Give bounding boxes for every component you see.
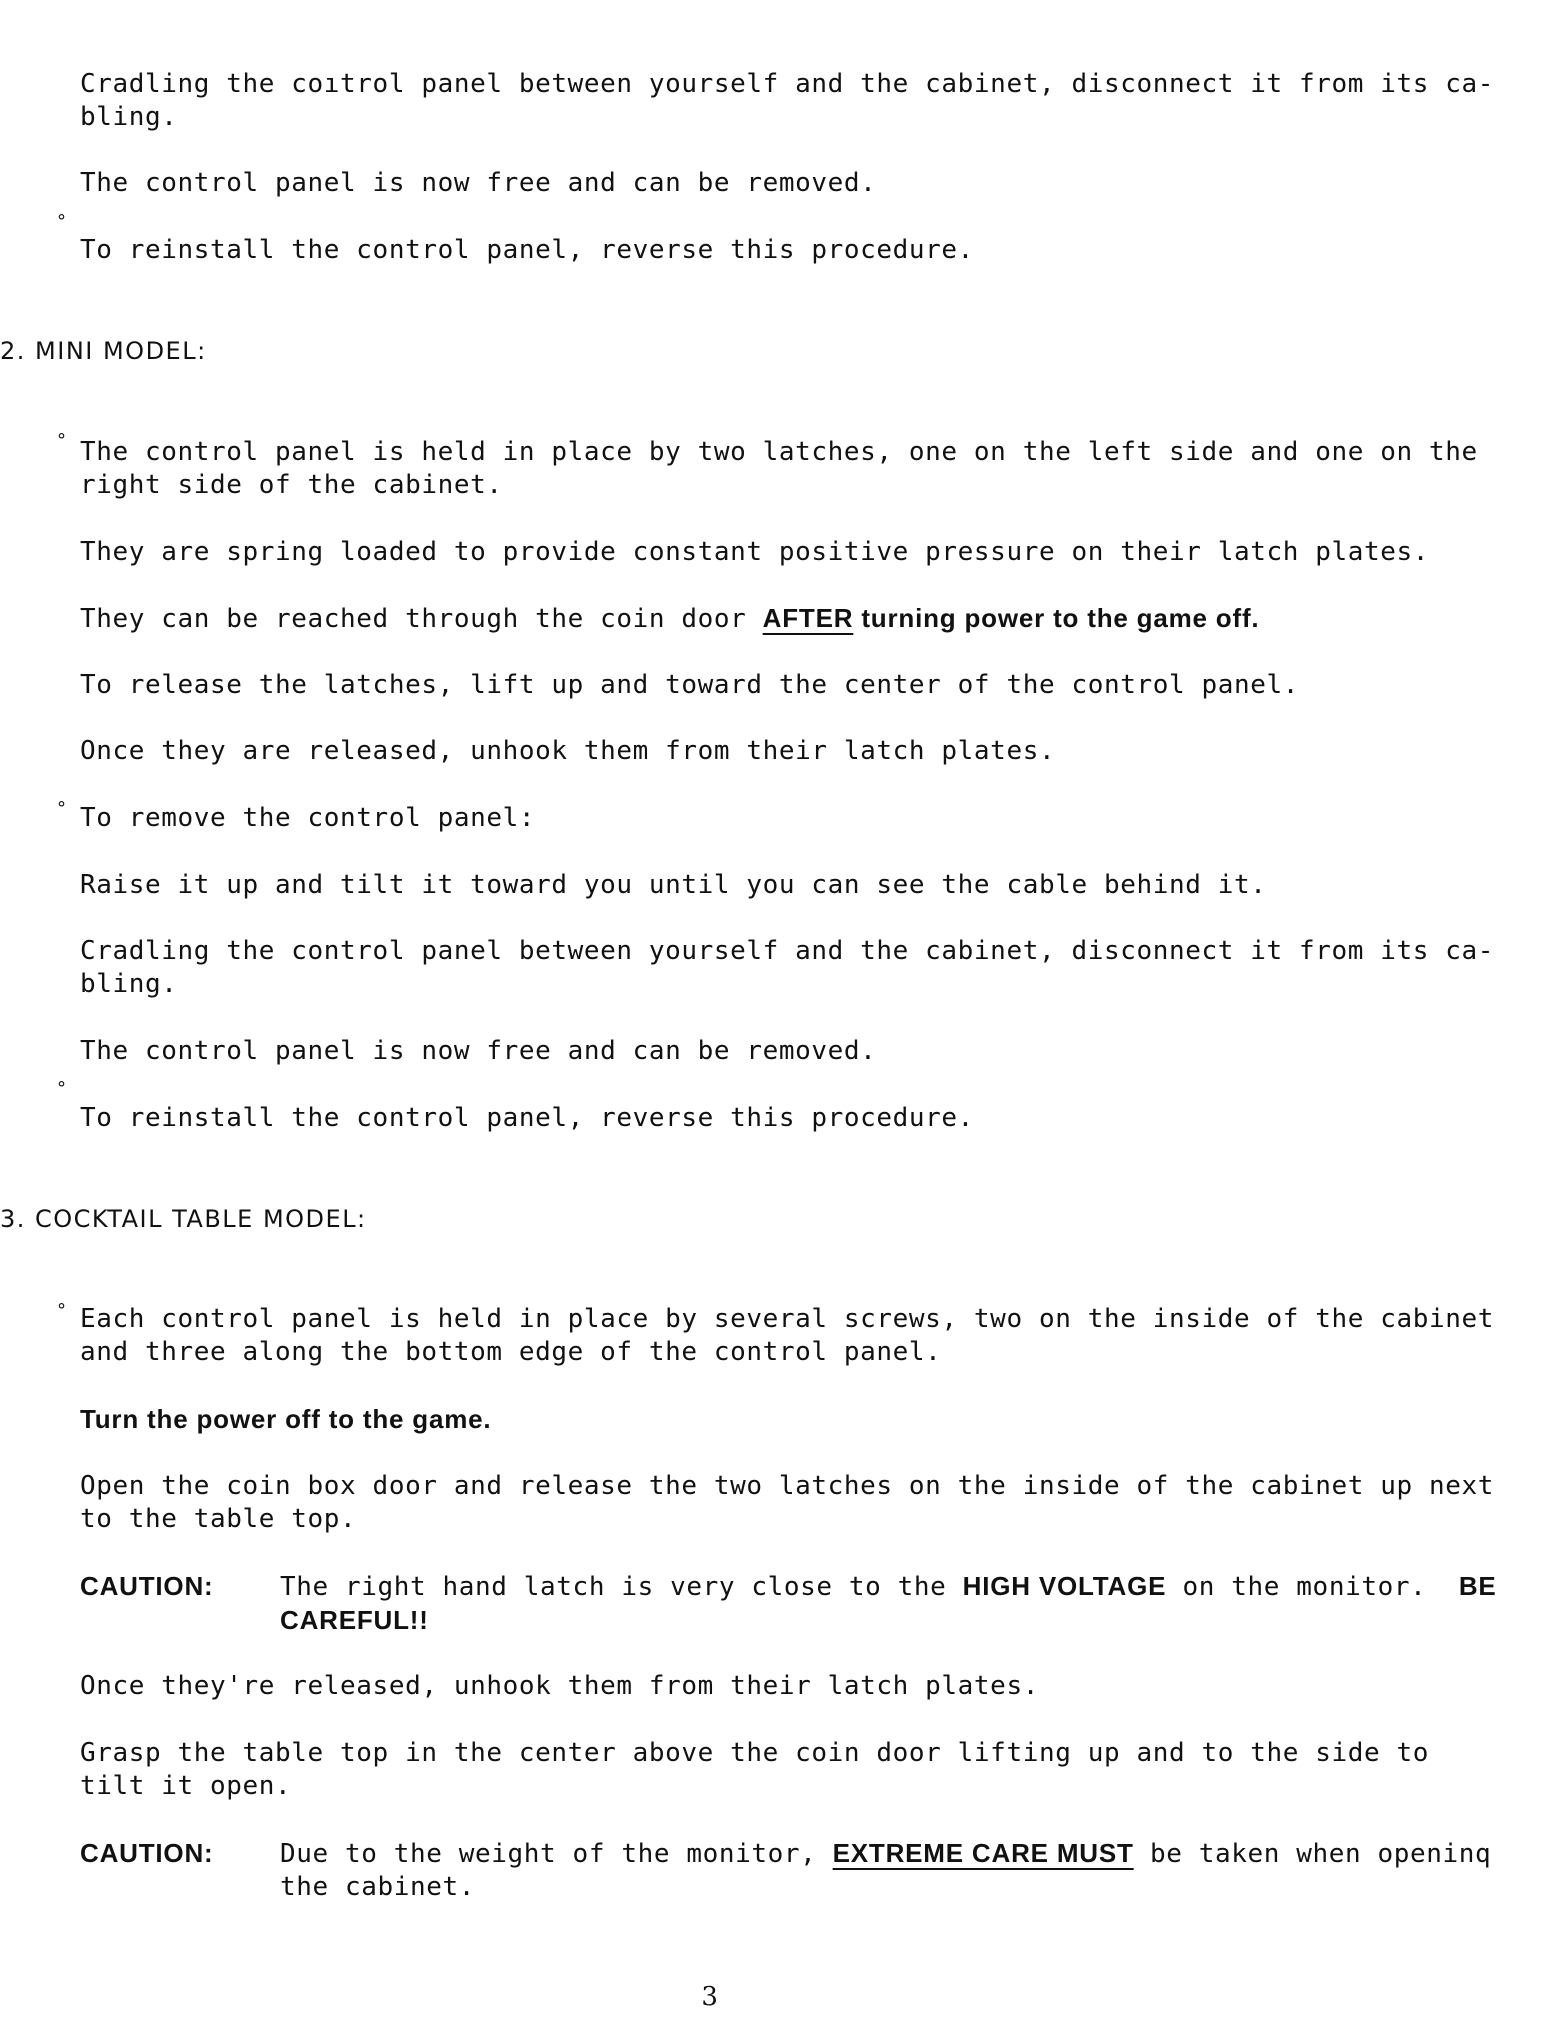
bullet-degree-icon: °	[57, 1078, 67, 1099]
caution-label: CAUTION:	[80, 1571, 214, 1601]
mini-reinstall-paragraph: To reinstall the control panel, reverse this procedure.	[80, 1103, 974, 1133]
extreme-care-emphasis: EXTREME CARE MUST	[832, 1838, 1134, 1868]
after-emphasis: AFTER	[762, 603, 854, 633]
high-voltage-emphasis: HIGH VOLTAGE	[962, 1571, 1167, 1601]
mini-release-paragraph: To release the latches, lift up and toward the center of the control panel.	[80, 670, 1299, 700]
mini-cradling-paragraph: Cradling the control panel between yourself and the cabinet, disconnect it from its ca- bling.	[80, 936, 1495, 999]
page-number: 3	[701, 1982, 719, 2012]
cocktail-model-heading: 3. COCKTAIL TABLE MODEL:	[0, 1205, 367, 1233]
mini-spring-paragraph: They are spring loaded to provide constant positive pressure on their latch plates.	[80, 537, 1430, 567]
mini-coin-door-text: They can be reached through the coin door	[80, 604, 763, 634]
cocktail-power-off-paragraph: Turn the power off to the game.	[80, 1404, 492, 1434]
mini-raise-paragraph: Raise it up and tilt it toward you until you can see the cable behind it.	[80, 870, 1267, 900]
mini-unhook-paragraph: Once they are released, unhook them from their latch plates.	[80, 736, 1056, 766]
caution-extreme-care-text: Due to the weight of the monitor, EXTREME CARE MUST be taken when openinq the cabinet.	[280, 1838, 1492, 1902]
be-emphasis: BE	[1458, 1571, 1497, 1601]
bullet-degree-icon: °	[57, 1300, 67, 1321]
bullet-degree-icon: °	[57, 798, 67, 819]
bullet-degree-icon: °	[57, 430, 67, 451]
careful-emphasis: CAREFUL!!	[280, 1605, 429, 1635]
mini-remove-paragraph: To remove the control panel:	[80, 803, 536, 833]
caution-label: CAUTION:	[80, 1838, 214, 1868]
power-off-emphasis: turning power to the game off.	[853, 603, 1260, 633]
intro-free-paragraph: The control panel is now free and can be removed.	[80, 168, 877, 198]
mini-coin-door-paragraph	[80, 602, 1530, 636]
mini-free-paragraph: The control panel is now free and can be removed.	[80, 1036, 877, 1066]
intro-reinstall-paragraph: To reinstall the control panel, reverse this procedure.	[80, 235, 974, 265]
mini-model-heading: 2. MINI MODEL:	[0, 337, 207, 365]
intro-cradling-paragraph: Cradling the coıtrol panel between yourself and the cabinet, disconnect it from its ca- bling.	[80, 69, 1495, 132]
cocktail-grasp-paragraph: Grasp the table top in the center above the coin door lifting up and to the side to tilt it open.	[80, 1738, 1430, 1801]
mini-latches-paragraph: The control panel is held in place by two latches, one on the left side and one on the right side of the cabinet.	[80, 437, 1478, 500]
cocktail-unhook-paragraph: Once they're released, unhook them from their latch plates.	[80, 1671, 1039, 1701]
cocktail-open-paragraph: Open the coin box door and release the two latches on the inside of the cabinet up next to the table top.	[80, 1471, 1495, 1534]
caution-high-voltage-text: The right hand latch is very close to the HIGH VOLTAGE on the monitor. BE CAREFUL!!	[280, 1571, 1497, 1635]
bullet-degree-icon: °	[57, 211, 67, 232]
cocktail-screws-paragraph: Each control panel is held in place by several screws, two on the inside of the cabinet and three along the bottom edge of the control panel.	[80, 1304, 1495, 1367]
